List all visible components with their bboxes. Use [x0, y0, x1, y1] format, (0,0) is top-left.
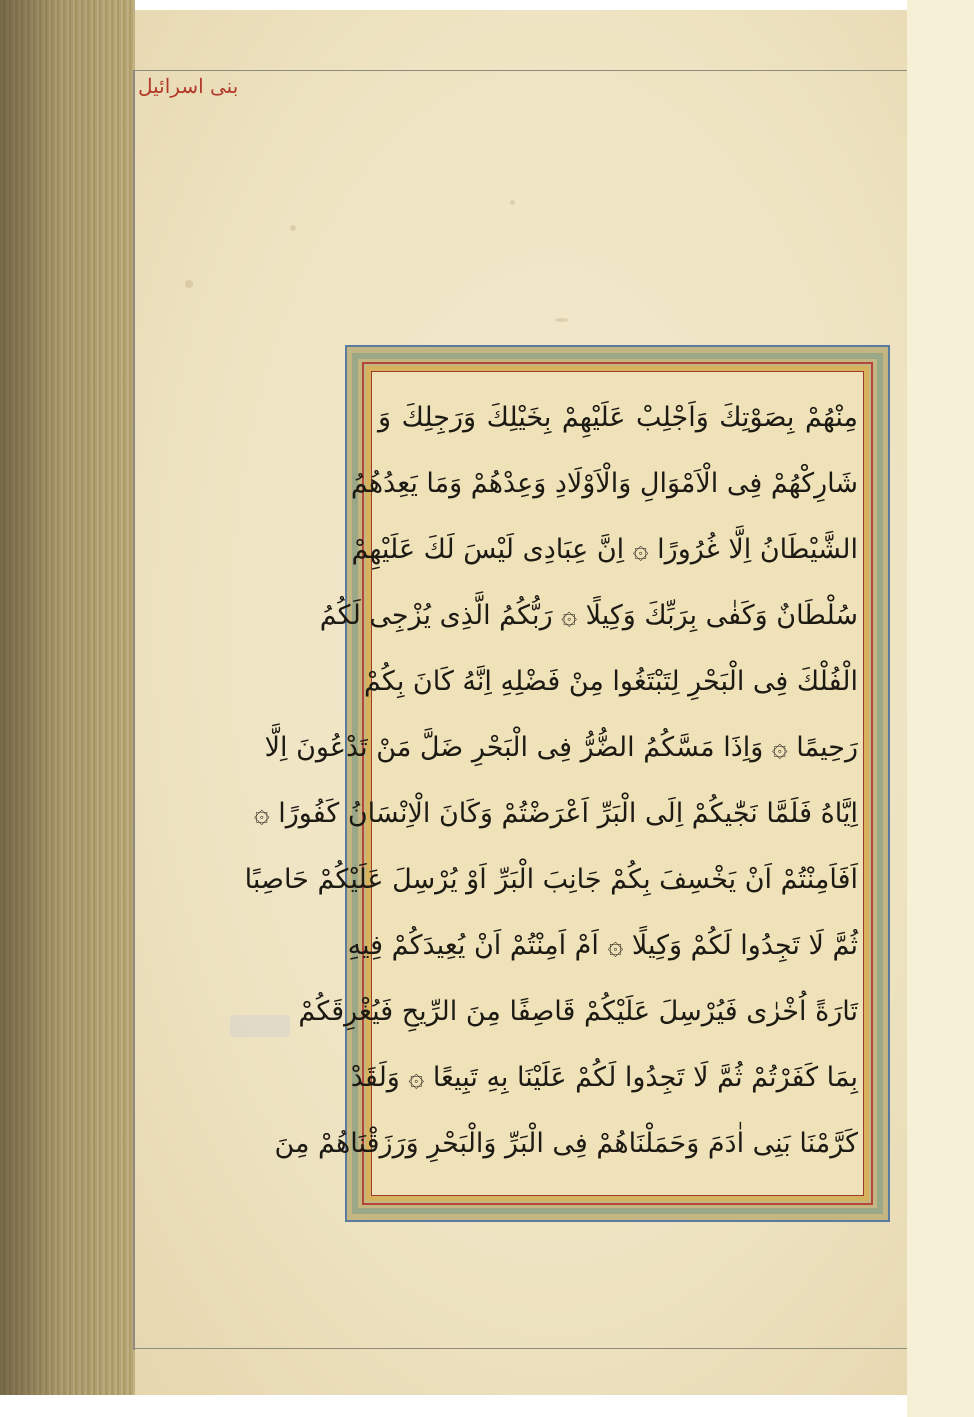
text-line: كَرَّمْنَا بَنِى اٰدَمَ وَحَمَلْنَاهُمْ فِى الْبَرِّ وَالْبَحْرِ وَرَزَقْنَاهُمْ مِنَ — [274, 1128, 858, 1159]
text-line: ثُمَّ لَا تَجِدُوا لَكُمْ وَكِيلًا ۞ اَمْ اَمِنْتُمْ اَنْ يُعِيدَكُمْ فِيهِ — [347, 930, 858, 961]
right-margin-strip — [907, 0, 974, 1417]
running-title: بنی اسرائیل — [138, 74, 239, 98]
text-block — [244, 385, 858, 1185]
text-line: بِمَا كَفَرْتُمْ ثُمَّ لَا تَجِدُوا لَكُمْ عَلَيْنَا بِهِ تَبِيعًا ۞ وَلَقَدْ — [350, 1062, 858, 1093]
text-line: تَارَةً اُخْرٰى فَيُرْسِلَ عَلَيْكُمْ قَاصِفًا مِنَ الرِّيحِ فَيُغْرِقَكُمْ — [298, 996, 858, 1027]
text-line: الْفُلْكَ فِى الْبَحْرِ لِتَبْتَغُوا مِنْ فَضْلِهِ اِنَّهُ كَانَ بِكُمْ — [363, 666, 858, 697]
gutter-shadow — [0, 0, 135, 1395]
paper-stain — [555, 318, 569, 322]
margin-rule-left — [133, 70, 135, 1350]
faded-stamp-mark — [230, 1015, 290, 1037]
paper-stain — [185, 280, 193, 288]
text-line: اِيَّاهُ فَلَمَّا نَجّٰيكُمْ اِلَى الْبَرِّ اَعْرَضْتُمْ وَكَانَ الْاِنْسَانُ كَفُورًا ۞ — [253, 798, 858, 829]
margin-rule-bottom — [133, 1348, 907, 1349]
text-line: شَارِكْهُمْ فِى الْاَمْوَالِ وَالْاَوْلَادِ وَعِدْهُمْ وَمَا يَعِدُهُمُ — [350, 468, 858, 499]
text-line: الشَّيْطَانُ اِلَّا غُرُورًا ۞ اِنَّ عِبَادِى لَيْسَ لَكَ عَلَيْهِمْ — [351, 534, 858, 565]
bottom-margin-strip — [0, 1395, 907, 1417]
text-line: رَحِيمًا ۞ وَاِذَا مَسَّكُمُ الضُّرُّ فِى الْبَحْرِ ضَلَّ مَنْ تَدْعُونَ اِلَّا — [264, 732, 858, 763]
paper-stain — [290, 225, 296, 231]
margin-rule-top — [133, 70, 907, 71]
text-line: مِنْهُمْ بِصَوْتِكَ وَاَجْلِبْ عَلَيْهِمْ بِخَيْلِكَ وَرَجِلِكَ وَ — [378, 402, 858, 433]
text-line: اَفَاَمِنْتُمْ اَنْ يَخْسِفَ بِكُمْ جَانِبَ الْبَرِّ اَوْ يُرْسِلَ عَلَيْكُمْ حَاصِبًا — [244, 864, 858, 895]
text-line: سُلْطَانٌ وَكَفٰى بِرَبِّكَ وَكِيلًا ۞ رَبُّكُمُ الَّذِى يُزْجِى لَكُمُ — [319, 600, 858, 631]
paper-stain — [510, 200, 515, 205]
